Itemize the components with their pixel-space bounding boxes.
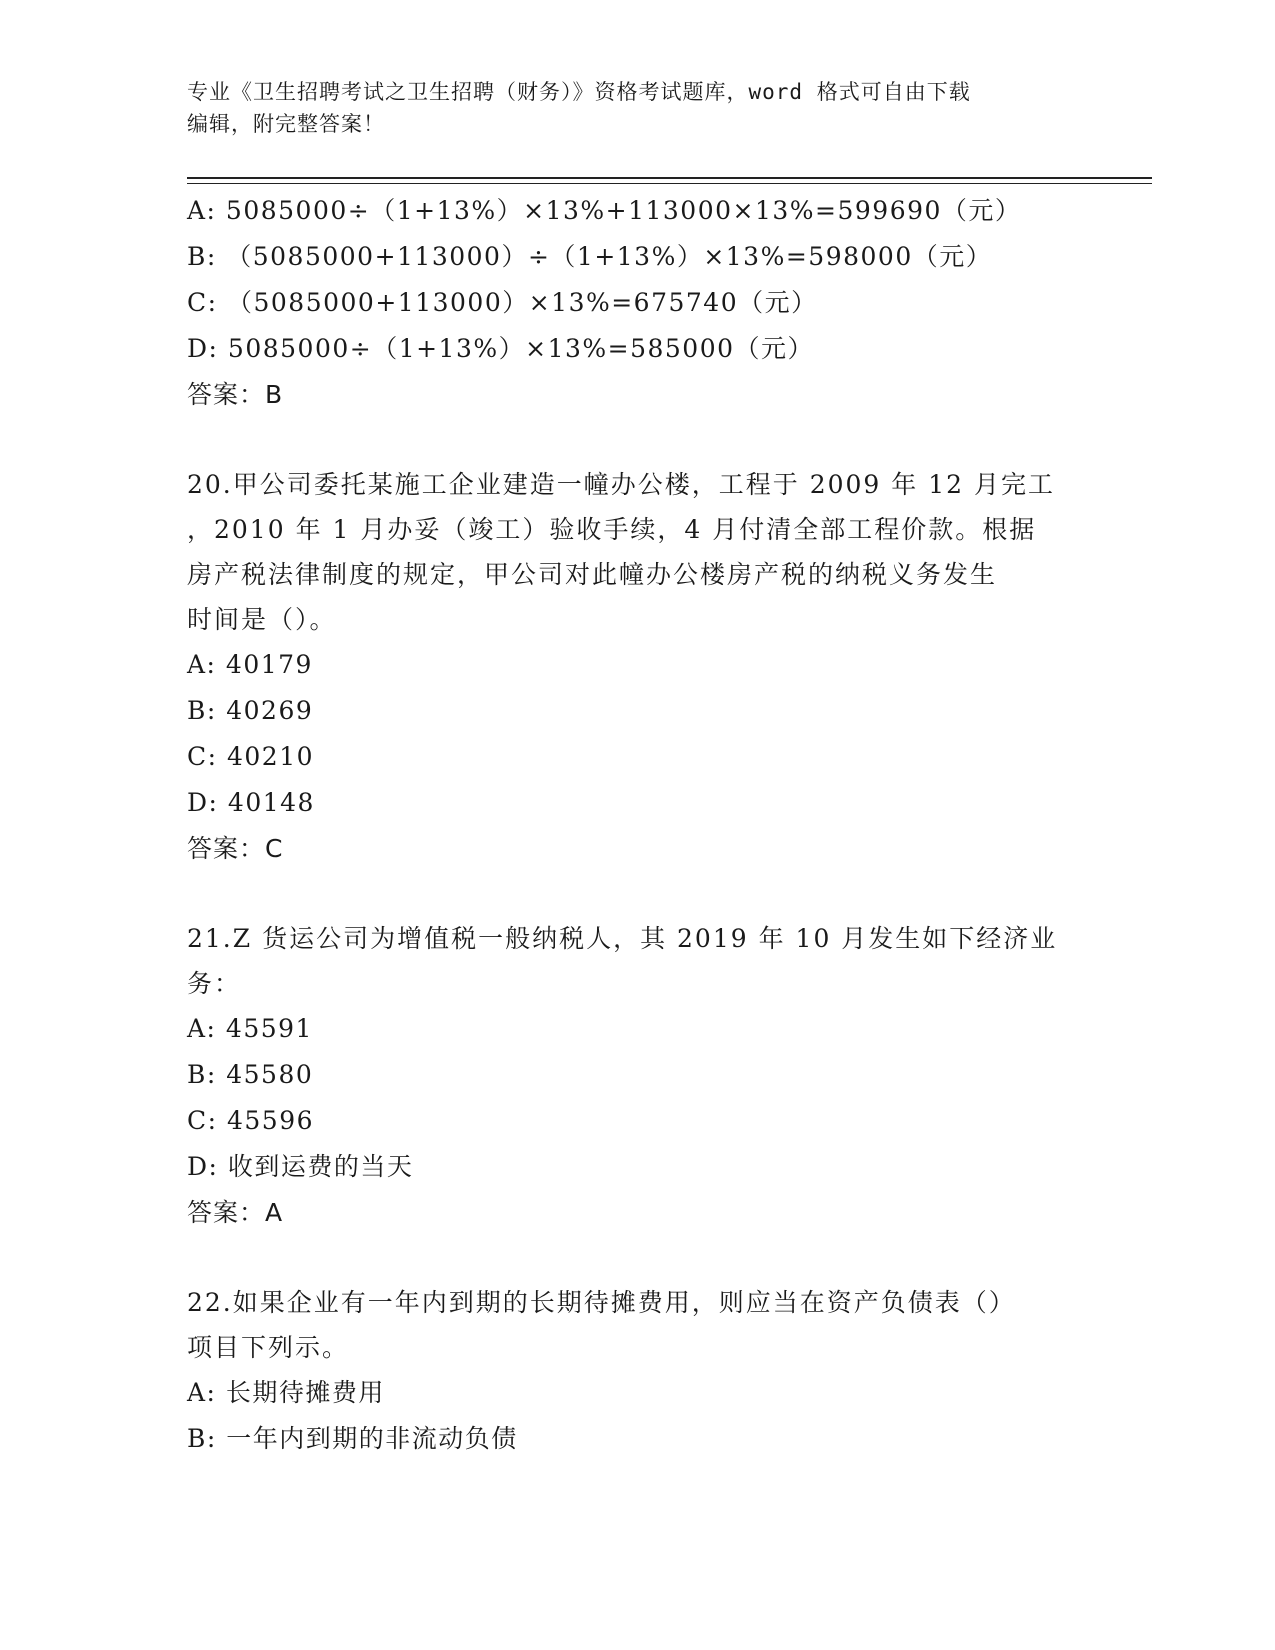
question-block-19	[187, 188, 1087, 418]
option-c: C: （5085000+113000）×13%=675740（元）	[187, 288, 818, 317]
question-block-22	[187, 1280, 1087, 1462]
option-a: A: 长期待摊费用	[187, 1378, 385, 1407]
option-a: A: 5085000÷（1+13%）×13%+113000×13%=599690（元）	[187, 196, 1022, 225]
question-line: 21.Z 货运公司为增值税一般纳税人，其 2019 年 10 月发生如下经济业	[187, 924, 1058, 953]
option-d: D: 5085000÷（1+13%）×13%=585000（元）	[187, 334, 815, 363]
option-b: B: （5085000+113000）÷（1+13%）×13%=598000（元）	[187, 242, 993, 271]
question-line: ，2010 年 1 月办妥（竣工）验收手续，4 月付清全部工程价款。根据	[187, 515, 1037, 544]
header-divider-thin	[187, 183, 1152, 184]
option-d: D: 40148	[187, 788, 315, 817]
header-line-2: 编辑，附完整答案！	[187, 112, 385, 136]
question-block-20	[187, 462, 1087, 872]
option-a: A: 45591	[187, 1014, 313, 1043]
option-d: D: 收到运费的当天	[187, 1152, 414, 1181]
option-a: A: 40179	[187, 650, 313, 679]
question-line: 20.甲公司委托某施工企业建造一幢办公楼，工程于 2009 年 12 月完工	[187, 470, 1055, 499]
header-divider-thick	[187, 177, 1152, 179]
option-b: B: 一年内到期的非流动负债	[187, 1424, 518, 1453]
question-line: 房产税法律制度的规定，甲公司对此幢办公楼房产税的纳税义务发生	[187, 560, 998, 589]
answer-line: 答案：B	[187, 380, 284, 409]
option-c: C: 45596	[187, 1106, 315, 1135]
question-list	[187, 188, 1087, 1462]
question-text	[187, 462, 1087, 642]
question-text	[187, 916, 1087, 1006]
document-header	[187, 76, 1067, 140]
question-text	[187, 1280, 1087, 1370]
question-line: 项目下列示。	[187, 1333, 350, 1362]
answer-line: 答案：C	[187, 834, 284, 863]
answer-line: 答案：A	[187, 1198, 284, 1227]
option-c: C: 40210	[187, 742, 315, 771]
question-block-21	[187, 916, 1087, 1236]
option-b: B: 45580	[187, 1060, 314, 1089]
option-b: B: 40269	[187, 696, 314, 725]
question-line: 时间是（）。	[187, 605, 337, 634]
question-line: 务：	[187, 969, 242, 998]
header-line-1: 专业《卫生招聘考试之卫生招聘（财务）》资格考试题库，word 格式可自由下载	[187, 80, 971, 104]
question-line: 22.如果企业有一年内到期的长期待摊费用，则应当在资产负债表（）	[187, 1288, 1016, 1317]
